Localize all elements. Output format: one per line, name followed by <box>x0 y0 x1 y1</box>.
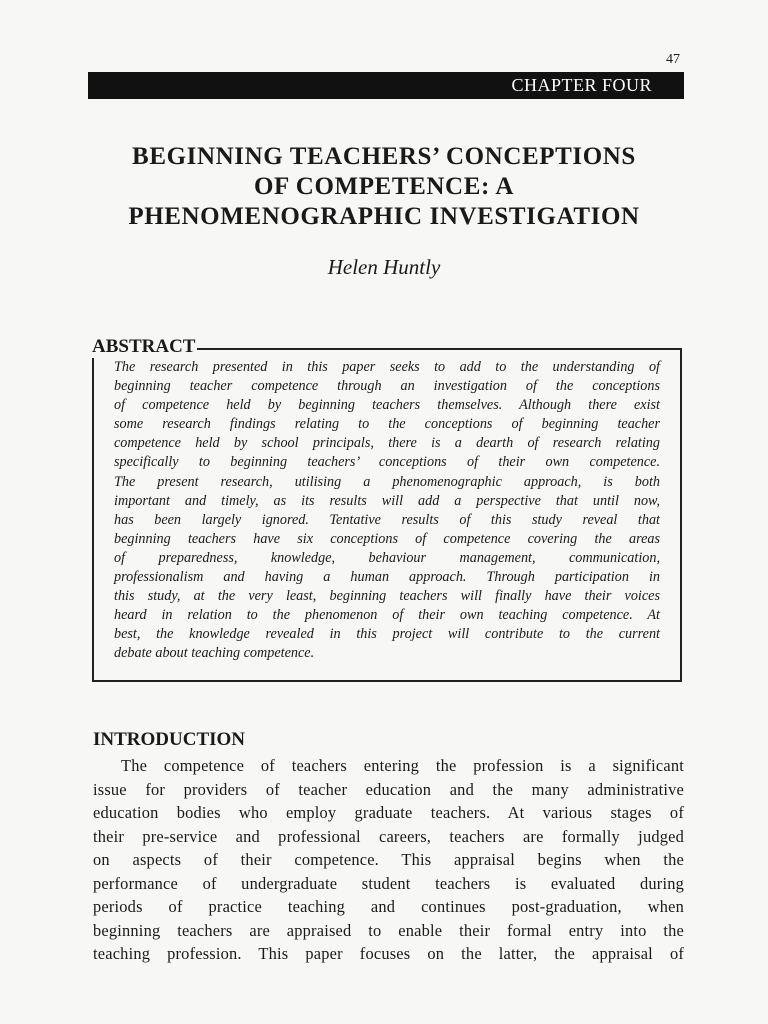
abstract-line: competence held by school principals, there is a dearth of research relating <box>114 435 660 452</box>
abstract-text <box>114 358 660 664</box>
abstract-heading: ABSTRACT <box>92 336 196 357</box>
body-line: The competence of teachers entering the profession is a significant <box>121 756 684 775</box>
body-line: on aspects of their competence. This appraisal begins when the <box>93 850 684 869</box>
abstract-line: specifically to beginning teachers’ conceptions of their own competence. <box>114 454 660 471</box>
abstract-line: debate about teaching competence. <box>114 645 315 662</box>
abstract-line: beginning teacher competence through an investigation of the conceptions <box>114 378 660 395</box>
chapter-label: CHAPTER FOUR <box>511 75 652 95</box>
body-line: periods of practice teaching and continues post-graduation, when <box>93 897 684 916</box>
abstract-line: best, the knowledge revealed in this project will contribute to the current <box>114 626 660 643</box>
title-line: OF COMPETENCE: A <box>253 173 515 200</box>
abstract-line: of competence held by beginning teachers themselves. Although there exist <box>114 397 660 414</box>
title-line: PHENOMENOGRAPHIC INVESTIGATION <box>128 203 640 230</box>
abstract-line: has been largely ignored. Tentative results of this study reveal that <box>114 511 660 528</box>
abstract-line: beginning teachers have six conceptions of competence covering the areas <box>114 530 660 547</box>
body-line: performance of undergraduate student teachers is evaluated during <box>93 873 684 893</box>
abstract-line: The research presented in this paper seeks to add to the understanding of <box>114 359 660 375</box>
introduction-body <box>93 754 684 966</box>
title-line: BEGINNING TEACHERS’ CONCEPTIONS <box>132 143 636 170</box>
body-line: their pre-service and professional careers, teachers are formally judged <box>93 826 684 846</box>
abstract-line: heard in relation to the phenomenon of their own teaching competence. At <box>114 607 660 624</box>
abstract-line: this study, at the very least, beginning teachers will finally have their voices <box>114 588 660 605</box>
body-line: issue for providers of teacher education and the many administrative <box>93 779 684 799</box>
chapter-banner <box>88 72 684 99</box>
body-line: teaching profession. This paper focuses on the latter, the appraisal of <box>93 944 684 963</box>
abstract-line: some research findings relating to the conceptions of beginning teacher <box>114 416 660 433</box>
body-line: education bodies who employ graduate teachers. At various stages of <box>93 803 684 822</box>
page-number: 47 <box>666 52 680 67</box>
abstract-line: important and timely, as its results will add a perspective that until now, <box>114 492 660 509</box>
author-name: Helen Huntly <box>327 255 441 279</box>
body-line: beginning teachers are appraised to enable their formal entry into the <box>93 920 684 940</box>
introduction-heading: INTRODUCTION <box>93 729 246 750</box>
abstract-line: professionalism and having a human approach. Through participation in <box>114 569 660 586</box>
abstract-line: of preparedness, knowledge, behaviour management, communication, <box>114 549 660 566</box>
abstract-line: The present research, utilising a phenomenographic approach, is both <box>114 473 660 490</box>
paper-title <box>70 142 698 232</box>
